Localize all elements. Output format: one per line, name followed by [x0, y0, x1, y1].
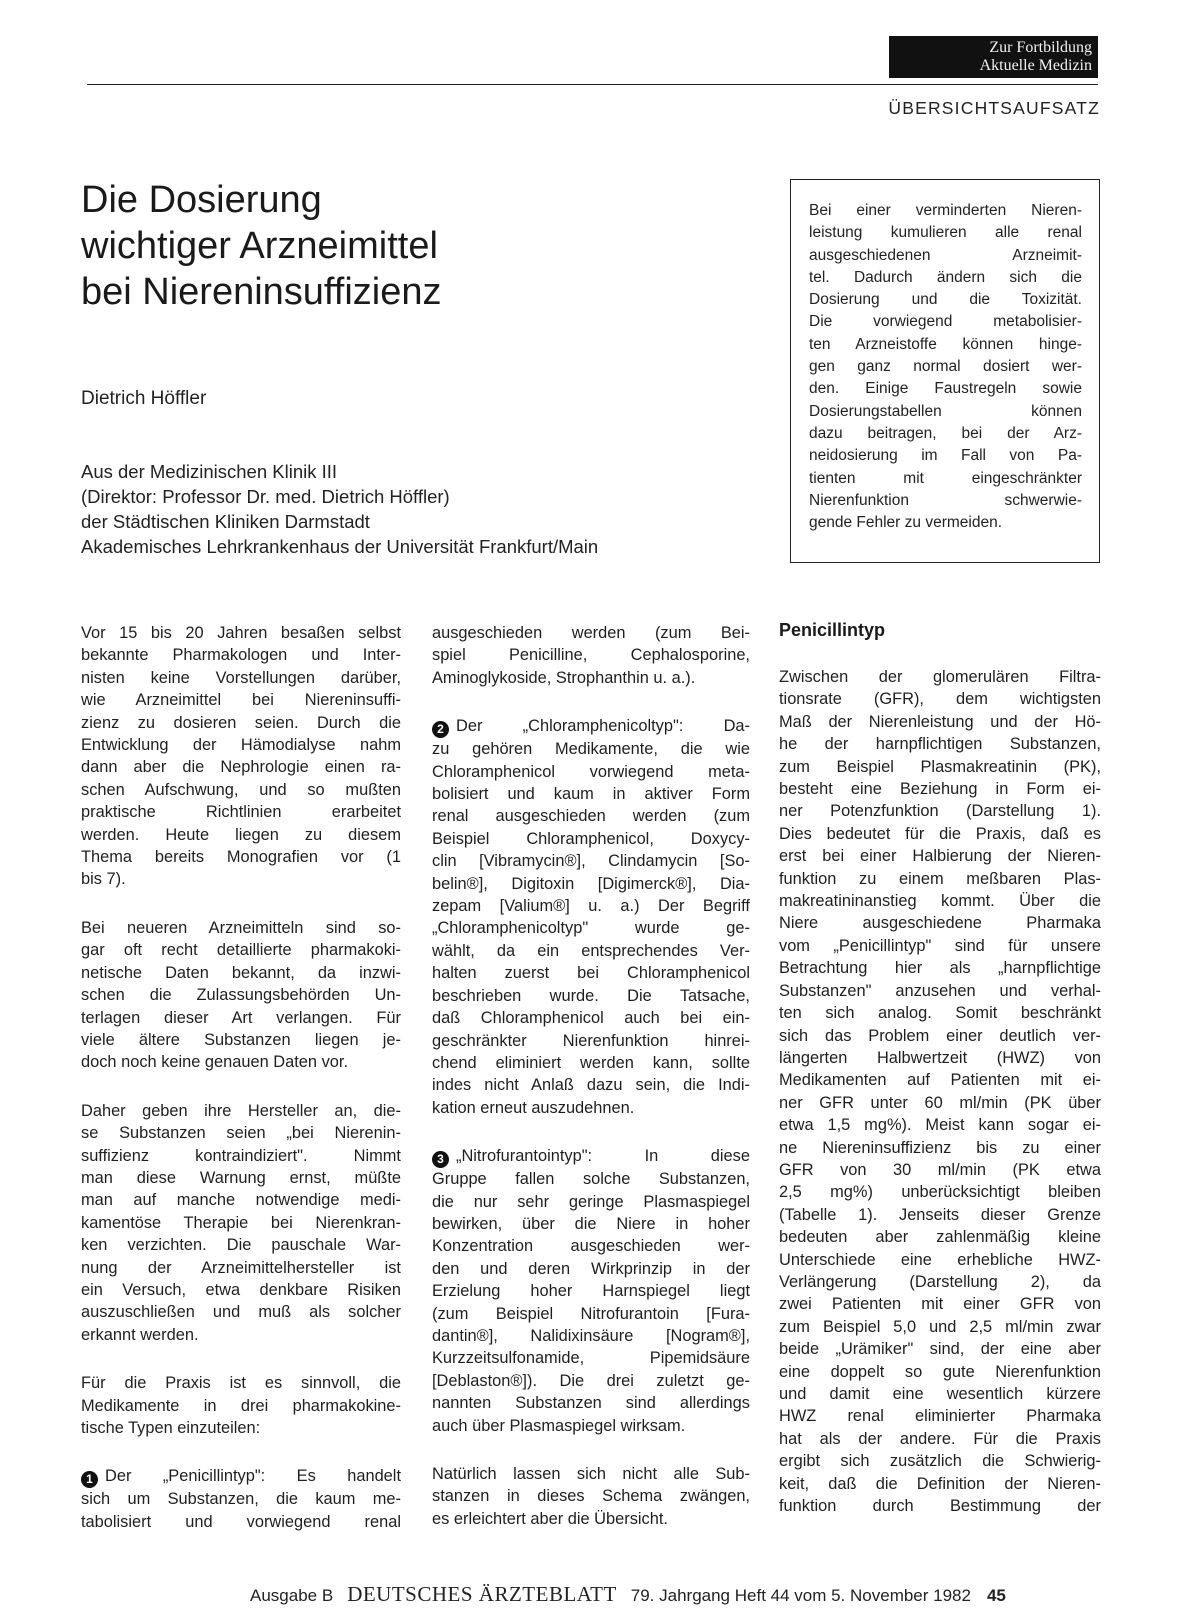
text-line: [81, 1007, 401, 1029]
numbered-marker-icon: 3: [432, 1151, 449, 1168]
line-text: he der harnpflichtigen Substanzen,: [779, 735, 1101, 754]
line-text: auszuschließen und muß als solcher: [81, 1303, 401, 1322]
text-line: [779, 1226, 1101, 1248]
text-line: [432, 715, 750, 738]
text-line: [432, 1145, 750, 1168]
line-text: ein Versuch, etwa denkbare Risiken: [81, 1280, 401, 1299]
line-text: ergibt sich zusätzlich die Schwierig-: [779, 1452, 1101, 1471]
text-line: [432, 1235, 750, 1257]
numbered-marker-icon: 1: [81, 1471, 98, 1488]
line-text: Für die Praxis ist es sinnvoll, die: [81, 1374, 401, 1393]
line-text: suffizienz kontraindiziert". Nimmt: [81, 1146, 401, 1165]
line-text: Daher geben ihre Hersteller an, die-: [81, 1101, 401, 1120]
article-title: [81, 177, 601, 315]
text-line: [779, 1047, 1101, 1069]
text-line: [779, 823, 1101, 845]
line-text: viele ältere Substanzen liegen je-: [81, 1030, 401, 1049]
text-line: [81, 801, 401, 823]
line-text: Erzielung hoher Harnspiegel liegt: [432, 1282, 750, 1301]
text-line: [432, 1485, 750, 1507]
text-line: [81, 779, 401, 801]
line-text: bedeuten aber zahlenmäßig kleine: [779, 1228, 1101, 1247]
line-text: zienz zu dosieren seien. Durch die: [81, 713, 401, 732]
text-line: [81, 1417, 401, 1439]
line-text: daß Chloramphenicol auch bei ein-: [432, 1009, 750, 1028]
abstract-line: leistung kumulieren alle renal: [809, 224, 1082, 242]
affiliation-line: der Städtischen Kliniken Darmstadt: [81, 511, 370, 532]
line-text: eine doppelt so gute Nierenfunktion: [779, 1362, 1101, 1381]
text-line: [779, 1002, 1101, 1024]
header-rule: [87, 84, 1098, 85]
column-3-body: [779, 666, 1101, 1517]
line-text: belin®], Digitoxin [Digimerck®], Dia-: [432, 874, 750, 893]
text-line: [779, 1137, 1101, 1159]
line-text: Entwicklung der Hämodialyse nahm: [81, 736, 401, 755]
line-text: dann aber die Nephrologie einen ra-: [81, 758, 401, 777]
text-line: [779, 800, 1101, 822]
line-text: bewirken, über die Niere in hoher: [432, 1214, 750, 1233]
line-text: wie Arzneimittel bei Niereninsuffi-: [81, 691, 401, 710]
text-line: [432, 1074, 750, 1096]
line-text: nisten keine Vorstellungen darüber,: [81, 668, 401, 687]
text-line: [81, 1301, 401, 1323]
text-column-2: [432, 622, 750, 1556]
paragraph: [779, 666, 1101, 1517]
line-text: sich um Substanzen, die kaum me-: [81, 1490, 401, 1509]
line-text: zum Beispiel 5,0 und 2,5 ml/min zwar: [779, 1317, 1101, 1336]
text-line: [432, 1030, 750, 1052]
text-line: [432, 873, 750, 895]
text-line: [81, 1051, 401, 1073]
text-line: [779, 733, 1101, 755]
line-text: (Tabelle 1). Jenseits dieser Grenze: [779, 1205, 1101, 1224]
text-line: [432, 1370, 750, 1392]
line-text: halten zuerst bei Chloramphenicol: [432, 964, 750, 983]
text-line: [81, 984, 401, 1006]
text-line: [779, 1204, 1101, 1226]
text-line: [432, 1415, 750, 1437]
abstract-line: neidosierung im Fall von Pa-: [809, 447, 1082, 465]
line-text: clin [Vibramycin®], Clindamycin [So-: [432, 852, 750, 871]
text-line: [432, 962, 750, 984]
line-text: tionsrate (GFR), dem wichtigsten: [779, 690, 1101, 709]
text-line: [81, 1167, 401, 1189]
line-text: Thema bereits Monografien vor (1: [81, 848, 401, 867]
abstract-line: ausgeschiedenen Arzneimit-: [809, 246, 1082, 264]
text-line: [779, 957, 1101, 979]
line-text: bekannte Pharmakologen und Inter-: [81, 646, 401, 665]
text-line: [81, 756, 401, 778]
text-line: [432, 850, 750, 872]
text-line: [779, 1405, 1101, 1427]
text-line: [81, 734, 401, 756]
title-line: bei Niereninsuffizienz: [81, 271, 442, 313]
line-text: Bei neueren Arzneimitteln sind so-: [81, 918, 401, 937]
line-text: tabolisiert und vorwiegend renal: [81, 1512, 401, 1531]
line-text: se Substanzen seien „bei Nierenin-: [81, 1124, 401, 1143]
line-text: beschrieben wurde. Die Tatsache,: [432, 986, 750, 1005]
line-text: funktion durch Bestimmung der: [779, 1497, 1101, 1516]
paragraph: [432, 622, 750, 689]
text-line: [81, 1189, 401, 1211]
line-text: keit, daß die Definition der Nieren-: [779, 1474, 1101, 1493]
line-text: Beispiel Chloramphenicol, Doxycy-: [432, 829, 750, 848]
paragraph: [81, 622, 401, 891]
text-line: [432, 1191, 750, 1213]
text-line: [779, 845, 1101, 867]
line-text: nannten Substanzen sind allerdings: [432, 1394, 750, 1413]
text-line: [779, 1293, 1101, 1315]
line-text: zwei Patienten mit einer GFR von: [779, 1295, 1101, 1314]
line-text: Konzentration ausgeschieden wer-: [432, 1237, 750, 1256]
line-text: Substanzen" anzusehen und verhal-: [779, 981, 1101, 1000]
line-text: ausgeschieden werden (zum Bei-: [432, 624, 750, 642]
line-text: Der „Penicillintyp": Es handelt: [105, 1467, 401, 1486]
line-text: zum Beispiel Plasmakreatinin (PK),: [779, 757, 1101, 776]
line-text: Dies bedeutet für die Praxis, daß es: [779, 824, 1101, 843]
line-text: praktische Richtlinien erarbeitet: [81, 803, 401, 822]
abstract-line: dazu beitragen, bei der Arz-: [809, 424, 1082, 442]
text-line: [779, 1092, 1101, 1114]
text-line: [779, 1271, 1101, 1293]
numbered-marker-icon: 2: [432, 721, 449, 738]
line-text: dantin®], Nalidixinsäure [Nogram®],: [432, 1326, 750, 1345]
text-line: [432, 1325, 750, 1347]
paragraph: [432, 1463, 750, 1530]
text-line: [432, 1463, 750, 1485]
text-line: [432, 917, 750, 939]
text-line: [779, 1159, 1101, 1181]
text-line: [432, 667, 750, 689]
line-text: indes nicht Anlaß dazu sein, die Indi-: [432, 1076, 750, 1095]
line-text: „Chloramphenicoltyp" wurde ge-: [432, 919, 750, 938]
text-line: [432, 1097, 750, 1119]
line-text: GFR von 30 ml/min (PK etwa: [779, 1160, 1101, 1179]
text-line: [432, 1213, 750, 1235]
paragraph: [81, 1100, 401, 1346]
line-text: den und deren Wirkprinzip in der: [432, 1259, 750, 1278]
text-line: [81, 1465, 401, 1488]
text-line: [81, 846, 401, 868]
text-line: [779, 1361, 1101, 1383]
abstract-box: [790, 179, 1100, 563]
line-text: Maß der Nierenleistung und der Hö-: [779, 712, 1101, 731]
text-line: [779, 980, 1101, 1002]
line-text: renal ausgeschieden werden (zum: [432, 807, 750, 826]
line-text: hat als der andere. Für die Praxis: [779, 1429, 1101, 1448]
line-text: netische Daten bekannt, da inzwi-: [81, 963, 401, 982]
line-text: Niere ausgeschiedene Pharmaka: [779, 914, 1101, 933]
text-line: [81, 1324, 401, 1346]
affiliation-line: (Direktor: Professor Dr. med. Dietrich Höffler): [81, 486, 450, 507]
section-label: ÜBERSICHTSAUFSATZ: [888, 98, 1100, 118]
text-line: [779, 688, 1101, 710]
text-line: [779, 912, 1101, 934]
abstract-line: den. Einige Faustregeln sowie: [809, 380, 1082, 398]
line-text: Verlängerung (Darstellung 2), da: [779, 1272, 1101, 1291]
text-line: [779, 1181, 1101, 1203]
line-text: zu gehören Medikamente, die wie: [432, 740, 750, 759]
text-line: [81, 1212, 401, 1234]
footer-issue: 79. Jahrgang Heft 44 vom 5. November 1982: [630, 1586, 971, 1605]
text-line: [81, 1511, 401, 1533]
line-text: bolisiert und kaum in aktiver Form: [432, 785, 750, 804]
text-line: [779, 1338, 1101, 1360]
line-text: man diese Warnung ernst, müßte: [81, 1168, 401, 1187]
line-text: stanzen in dieses Schema zwängen,: [432, 1487, 750, 1506]
line-text: kation erneut auszudehnen.: [432, 1098, 635, 1117]
line-text: ne Niereninsuffizienz bis zu einer: [779, 1138, 1101, 1157]
text-line: [432, 1007, 750, 1029]
abstract-line: gende Fehler zu vermeiden.: [809, 514, 1003, 532]
text-line: [81, 644, 401, 666]
text-line: [81, 1257, 401, 1279]
line-text: es erleichtert aber die Übersicht.: [432, 1509, 668, 1528]
text-line: [81, 689, 401, 711]
text-line: [779, 756, 1101, 778]
text-line: [81, 824, 401, 846]
text-line: [81, 1234, 401, 1256]
text-line: [81, 939, 401, 961]
line-text: geschränkter Nierenfunktion hinrei-: [432, 1031, 750, 1050]
text-line: [779, 711, 1101, 733]
line-text: Betrachtung hier als „harnpflichtige: [779, 959, 1101, 978]
text-line: [81, 1372, 401, 1394]
abstract-line: tienten mit eingeschränkter: [809, 469, 1082, 487]
text-line: [432, 985, 750, 1007]
paragraph: [432, 1145, 750, 1437]
line-text: zepam [Valium®] u. a.) Der Begriff: [432, 897, 750, 916]
text-line: [432, 895, 750, 917]
affiliation: [81, 459, 598, 559]
line-text: erkannt werden.: [81, 1325, 199, 1344]
abstract-line: Dosierung und die Toxizität.: [809, 291, 1082, 309]
text-line: [81, 868, 401, 890]
text-line: [432, 1392, 750, 1414]
text-line: [779, 935, 1101, 957]
text-line: [81, 1279, 401, 1301]
line-text: längerten Halbwertzeit (HWZ) von: [779, 1048, 1101, 1067]
text-line: [432, 622, 750, 644]
text-line: [779, 778, 1101, 800]
affiliation-line: Akademisches Lehrkrankenhaus der Universität Frankfurt/Main: [81, 536, 599, 557]
line-text: (zum Beispiel Nitrofurantoin [Fura-: [432, 1304, 750, 1323]
text-line: [432, 644, 750, 666]
line-text: makreatininanstieg kommt. Über die: [779, 892, 1101, 911]
text-line: [432, 761, 750, 783]
text-line: [432, 1168, 750, 1190]
line-text: ner GFR unter 60 ml/min (PK über: [779, 1093, 1101, 1112]
line-text: terlagen dieser Art verlangen. Für: [81, 1008, 401, 1027]
paragraph: [81, 1465, 401, 1533]
section-heading: Penicillintyp: [779, 620, 886, 640]
line-text: Kurzzeitsulfonamide, Pipemidsäure: [432, 1349, 750, 1368]
text-line: [779, 1473, 1101, 1495]
line-text: wählt, da ein entsprechendes Ver-: [432, 941, 750, 960]
text-line: [779, 1114, 1101, 1136]
text-line: [81, 712, 401, 734]
abstract-line: Nierenfunktion schwerwie-: [809, 491, 1082, 509]
line-text: gar oft recht detaillierte pharmakoki-: [81, 941, 401, 960]
line-text: ner Potenzfunktion (Darstellung 1).: [779, 802, 1101, 821]
text-line: [779, 1316, 1101, 1338]
text-line: [81, 1122, 401, 1144]
line-text: beide „Urämiker" sind, der eine aber: [779, 1340, 1101, 1359]
text-column-3: [779, 622, 1101, 1543]
line-text: HWZ renal eliminierter Pharmaka: [779, 1407, 1101, 1426]
line-text: ten sich analog. Somit beschränkt: [779, 1004, 1101, 1023]
text-line: [779, 666, 1101, 688]
section-banner: [889, 36, 1098, 78]
text-line: [81, 1029, 401, 1051]
text-line: [432, 1508, 750, 1530]
text-line: [81, 667, 401, 689]
text-line: [432, 805, 750, 827]
text-line: [432, 783, 750, 805]
line-text: 2,5 mg%) unberücksichtigt bleiben: [779, 1183, 1101, 1202]
line-text: etwa 1,5 mg%). Meist kann sogar ei-: [779, 1116, 1101, 1135]
line-text: doch noch keine genauen Daten vor.: [81, 1053, 349, 1072]
paragraph: [81, 917, 401, 1074]
text-line: [779, 1025, 1101, 1047]
text-line: [779, 868, 1101, 890]
affiliation-line: Aus der Medizinischen Klinik III: [81, 461, 338, 482]
text-line: [432, 1280, 750, 1302]
text-line: [81, 917, 401, 939]
line-text: auch über Plasmaspiegel wirksam.: [432, 1416, 686, 1435]
text-line: [779, 1428, 1101, 1450]
title-line: wichtiger Arzneimittel: [81, 225, 438, 267]
banner-line-1: Zur Fortbildung: [989, 39, 1092, 56]
text-line: [81, 1100, 401, 1122]
line-text: Aminoglykoside, Strophanthin u. a.).: [432, 668, 696, 687]
line-text: kamentöse Therapie bei Nierenkran-: [81, 1213, 401, 1232]
line-text: chend eliminiert werden kann, sollte: [432, 1053, 750, 1072]
text-line: [432, 828, 750, 850]
paragraph: [432, 715, 750, 1119]
line-text: sich das Problem einer deutlich ver-: [779, 1026, 1101, 1045]
line-text: Chloramphenicol vorwiegend meta-: [432, 762, 750, 781]
text-line: [779, 1383, 1101, 1405]
text-line: [779, 1495, 1101, 1517]
line-text: Unterschiede eine erhebliche HWZ-: [779, 1250, 1101, 1269]
line-text: schen die Zulassungsbehörden Un-: [81, 986, 401, 1005]
text-column-1: [81, 622, 401, 1559]
abstract-line: Die vorwiegend metabolisier-: [809, 313, 1082, 331]
text-line: [432, 1052, 750, 1074]
text-line: [432, 1347, 750, 1369]
page-number: 45: [986, 1586, 1006, 1605]
line-text: Gruppe fallen solche Substanzen,: [432, 1170, 750, 1189]
text-line: [81, 622, 401, 644]
line-text: erst bei einer Halbierung der Nieren-: [779, 847, 1101, 866]
footer-edition: Ausgabe B: [250, 1586, 334, 1605]
line-text: Vor 15 bis 20 Jahren besaßen selbst: [81, 624, 401, 642]
text-line: [779, 1450, 1101, 1472]
journal-name: DEUTSCHES ÄRZTEBLATT: [347, 1582, 617, 1606]
abstract-line: Bei einer verminderten Nieren-: [809, 202, 1082, 219]
abstract-line: gen ganz normal dosiert wer-: [809, 358, 1082, 376]
line-text: die nur sehr geringe Plasmaspiegel: [432, 1192, 750, 1211]
text-line: [779, 1069, 1101, 1091]
text-line: [779, 890, 1101, 912]
text-line: [432, 738, 750, 760]
text-line: [779, 1249, 1101, 1271]
line-text: besteht eine Beziehung in Form ei-: [779, 780, 1101, 799]
text-line: [432, 940, 750, 962]
line-text: Der „Chloramphenicoltyp": Da-: [456, 717, 750, 736]
title-line: Die Dosierung: [81, 179, 322, 221]
text-line: [81, 1145, 401, 1167]
line-text: werden. Heute liegen zu diesem: [81, 825, 401, 844]
page-footer: [250, 1582, 1101, 1607]
abstract-line: tel. Dadurch ändern sich die: [809, 268, 1082, 286]
line-text: [Deblaston®]). Die drei zuletzt ge-: [432, 1371, 750, 1390]
line-text: „Nitrofurantointyp": In diese: [456, 1147, 750, 1166]
text-line: [81, 1395, 401, 1417]
banner-line-2: Aktuelle Medizin: [979, 57, 1092, 74]
text-line: [432, 1303, 750, 1325]
line-text: spiel Penicilline, Cephalosporine,: [432, 646, 750, 665]
text-line: [432, 1258, 750, 1280]
line-text: nung der Arzneimittelhersteller ist: [81, 1258, 401, 1277]
paragraph: [81, 1372, 401, 1439]
line-text: vom „Penicillintyp" sind für unsere: [779, 936, 1101, 955]
text-line: [81, 1488, 401, 1510]
author-name: Dietrich Höffler: [81, 388, 207, 409]
text-line: [81, 962, 401, 984]
line-text: und damit eine wesentlich kürzere: [779, 1385, 1101, 1403]
line-text: man auf manche notwendige medi-: [81, 1191, 401, 1210]
abstract-line: ten Arzneistoffe können hinge-: [809, 335, 1082, 353]
line-text: Medikamente in drei pharmakokine-: [81, 1396, 401, 1415]
line-text: Medikamenten auf Patienten mit ei-: [779, 1071, 1101, 1090]
line-text: Zwischen der glomerulären Filtra-: [779, 668, 1101, 686]
line-text: ken verzichten. Die pauschale War-: [81, 1236, 401, 1255]
line-text: schen Aufschwung, und so mußten: [81, 780, 401, 799]
line-text: tische Typen einzuteilen:: [81, 1419, 261, 1437]
line-text: Natürlich lassen sich nicht alle Sub-: [432, 1465, 750, 1483]
line-text: funktion zu einem meßbaren Plas-: [779, 869, 1101, 888]
abstract-line: Dosierungstabellen können: [809, 402, 1082, 420]
line-text: bis 7).: [81, 870, 126, 889]
